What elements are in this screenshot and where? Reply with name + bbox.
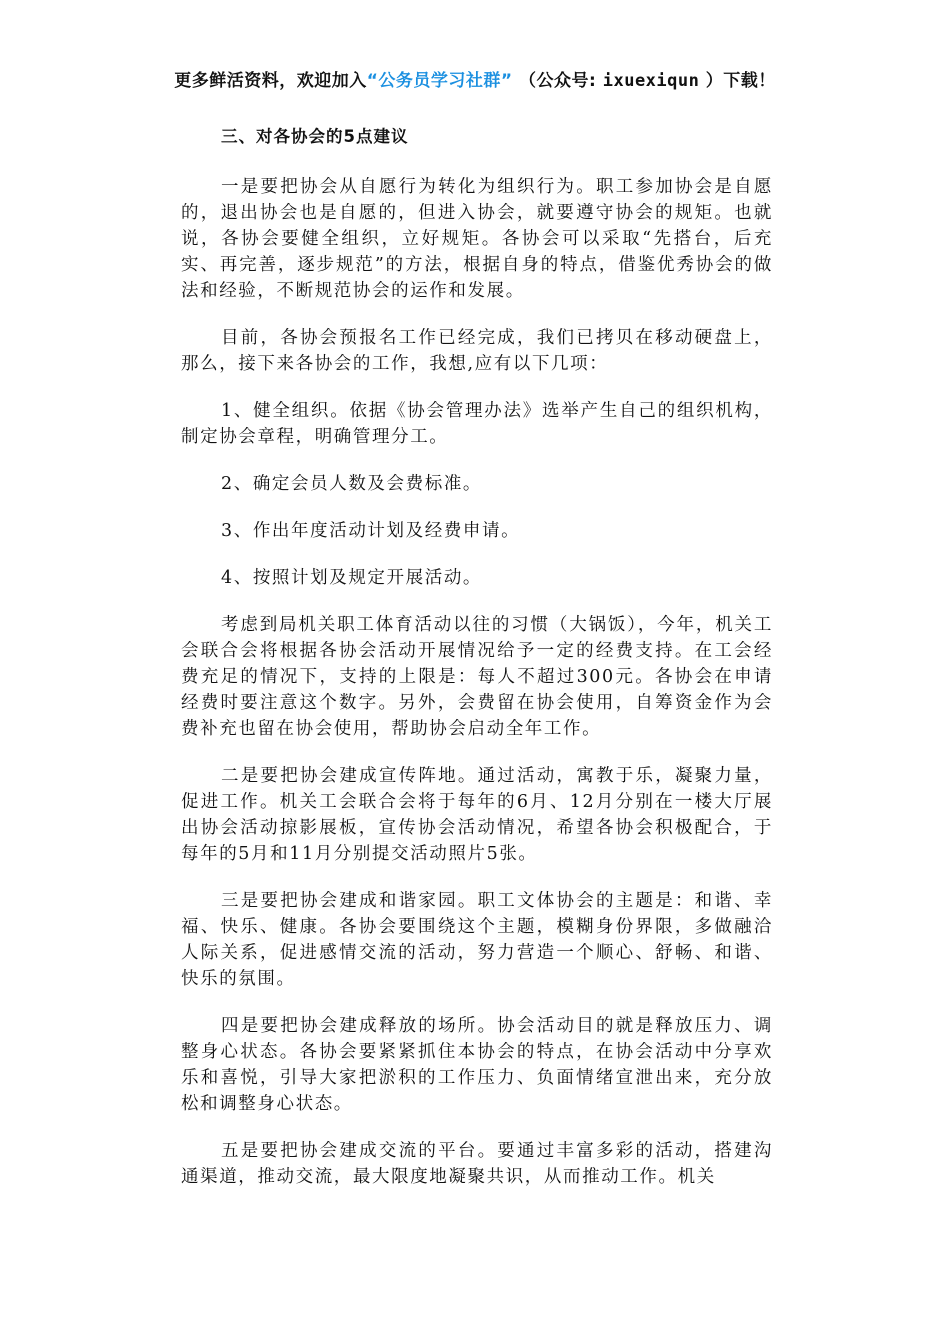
- banner-account-code: ixuexiqun: [602, 71, 700, 91]
- paragraph-3: 考虑到局机关职工体育活动以往的习惯（大锅饭），今年，机关工会联合会将根据各协会活动开展情况给予一定的经费支持。在工会经费充足的情况下，支持的上限是：每人不超过300元。各协会在申请经费时要注意这个数字。另外，会费留在协会使用，自筹资金作为会费补充也留在协会使用，帮助协会启动全年工作。: [181, 615, 773, 739]
- paragraph-4: 二是要把协会建成宣传阵地。通过活动，寓教于乐，凝聚力量，促进工作。机关工会联合会将于每年的6月、12月分别在一楼大厅展出协会活动掠影展板，宣传协会活动情况，希望各协会积极配合，于每年的5月和11月分别提交活动照片5张。: [181, 766, 773, 864]
- banner-suffix: ）下载！: [705, 71, 776, 91]
- list-item-3: 3、作出年度活动计划及经费申请。: [221, 521, 521, 541]
- list-item-1: 1、健全组织。依据《协会管理办法》选举产生自己的组织机构，制定协会章程，明确管理分工。: [181, 401, 773, 447]
- paragraph-7: 五是要把协会建成交流的平台。要通过丰富多彩的活动，搭建沟通渠道，推动交流，最大限度地凝聚共识，从而推动工作。机关: [181, 1141, 773, 1187]
- banner-middle: （公众号:: [519, 71, 597, 91]
- list-item-2: 2、确定会员人数及会费标准。: [221, 474, 483, 494]
- document-body: [181, 124, 773, 1211]
- banner-community-name: “公务员学习社群”: [366, 71, 513, 91]
- paragraph-6: 四是要把协会建成释放的场所。协会活动目的就是释放压力、调整身心状态。各协会要紧紧抓住本协会的特点，在协会活动中分享欢乐和喜悦，引导大家把淤积的工作压力、负面情绪宣泄出来，充分放松和调整身心状态。: [181, 1016, 773, 1114]
- paragraph-5: 三是要把协会建成和谐家园。职工文体协会的主题是：和谐、幸福、快乐、健康。各协会要围绕这个主题，模糊身份界限，多做融洽人际关系，促进感情交流的活动，努力营造一个顺心、舒畅、和谐、快乐的氛围。: [181, 891, 773, 989]
- banner-prefix: 更多鲜活资料，欢迎加入: [174, 71, 367, 91]
- list-item-4: 4、按照计划及规定开展活动。: [221, 568, 483, 588]
- promo-banner: [0, 66, 950, 91]
- paragraph-2: 目前，各协会预报名工作已经完成，我们已拷贝在移动硬盘上，那么，接下来各协会的工作，我想,应有以下几项：: [181, 328, 773, 374]
- section-heading: 三、对各协会的5点建议: [221, 127, 409, 146]
- paragraph-1: 一是要把协会从自愿行为转化为组织行为。职工参加协会是自愿的，退出协会也是自愿的，但进入协会，就要遵守协会的规矩。也就说，各协会要健全组织，立好规矩。各协会可以采取“先搭台，后充实、再完善，逐步规范”的方法，根据自身的特点，借鉴优秀协会的做法和经验，不断规范协会的运作和发展。: [181, 177, 773, 301]
